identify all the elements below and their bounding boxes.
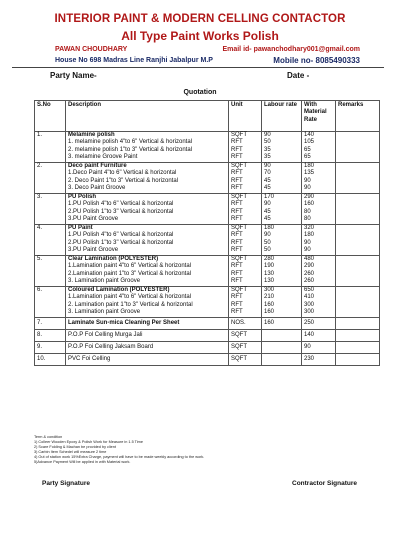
item-line: 2.PU Polish 1"to 3" Vertical & horizontal: [68, 239, 174, 246]
col-header: Description: [66, 101, 229, 132]
sno-cell: 5.: [35, 256, 66, 287]
remarks-cell: [336, 256, 380, 287]
labour-value: 90: [264, 232, 271, 239]
labour-value: 190: [264, 263, 275, 270]
unit-cell: [229, 132, 262, 163]
mobile-text: Mobile no- 8085490333: [273, 56, 360, 65]
remarks-cell: [336, 354, 380, 366]
labour-value: 130: [264, 270, 275, 277]
col-header: Labour rate: [262, 101, 302, 132]
labour-value: 50: [264, 139, 271, 146]
date-label: Date -: [287, 71, 310, 80]
labour-value: 45: [264, 177, 271, 184]
col-header: Remarks: [336, 101, 380, 132]
item-line: 2. Deco Paint 1"to 3" Vertical & horizontal: [68, 177, 178, 184]
sno-cell: 4.: [35, 225, 66, 256]
material-value: 260: [304, 270, 315, 277]
material-value: 90: [304, 247, 311, 254]
material-value: 180: [304, 163, 315, 169]
description-cell: [66, 163, 229, 194]
col-header: Unit: [229, 101, 262, 132]
unit-value: RFT: [231, 309, 243, 316]
contractor-signature: Contractor Signature: [292, 480, 358, 487]
labour-value: 70: [264, 170, 271, 177]
unit-value: RFT: [231, 263, 243, 270]
unit-value: RFT: [231, 139, 243, 146]
remarks-cell: [336, 163, 380, 194]
terms-line: 1) Colleer Wooden Epoxy & Polish Work for Measure in 1.5 Time: [34, 440, 143, 444]
table-row: [35, 225, 380, 256]
labour-cell: [262, 330, 302, 342]
labour-value: 50: [264, 239, 271, 246]
email-text: Email id- pawanchodhary001@gmail.com: [222, 46, 360, 53]
labour-value: 90: [264, 163, 271, 169]
material-cell: 230: [302, 354, 336, 366]
labour-cell: [262, 287, 302, 318]
material-value: 650: [304, 287, 315, 293]
unit-cell: [229, 287, 262, 318]
quotation-table: [34, 100, 380, 366]
party-signature: Party Signature: [42, 480, 91, 487]
sno-cell: 8.: [35, 330, 66, 342]
item-line: 3. Lamination paint Groove: [68, 309, 141, 316]
table-row: [35, 342, 380, 354]
material-cell: 90: [302, 342, 336, 354]
material-value: 410: [304, 294, 315, 301]
unit-cell: SQFT: [229, 354, 262, 366]
table-header-row: [35, 101, 380, 132]
description-cell: [66, 132, 229, 163]
sno-cell: 9.: [35, 342, 66, 354]
labour-cell: [262, 194, 302, 225]
item-line: 3. melamine Groove Paint: [68, 154, 138, 161]
table-row: [35, 354, 380, 366]
material-value: 80: [304, 216, 311, 223]
doc-title: Quotation: [183, 89, 217, 96]
material-value: 300: [304, 301, 315, 308]
labour-value: 160: [264, 309, 275, 316]
unit-value: RFT: [231, 154, 243, 161]
labour-value: 90: [264, 201, 271, 208]
labour-value: 210: [264, 294, 275, 301]
material-value: 300: [304, 309, 315, 316]
material-value: 260: [304, 278, 315, 285]
terms-line: Term & condition: [34, 435, 63, 439]
address-text: House No 698 Madras Line Ranjhi Jabalpur M.P: [55, 57, 213, 64]
unit-value: SQFT: [231, 194, 247, 200]
unit-value: SQFT: [231, 256, 247, 262]
material-value: 90: [304, 177, 311, 184]
material-value: 90: [304, 239, 311, 246]
remarks-cell: [336, 330, 380, 342]
item-line: 3.PU Paint Groove: [68, 247, 119, 254]
item-title: Melamine polish: [68, 132, 115, 138]
sno-cell: 2.: [35, 163, 66, 194]
col-header: With Material Rate: [302, 101, 336, 132]
material-value: 135: [304, 170, 315, 177]
table-row: [35, 194, 380, 225]
labour-value: 35: [264, 146, 271, 153]
remarks-cell: [336, 194, 380, 225]
company-title: INTERIOR PAINT & MODERN CELLING CONTACTOR: [54, 13, 346, 25]
item-line: 2.PU Polish 1"to 3" Vertical & horizontal: [68, 208, 174, 215]
item-title: Coloured Lamination (POLYESTER): [68, 287, 170, 293]
terms-line: 2) Scare Folding & Machan be provided by client: [34, 445, 116, 449]
material-value: 65: [304, 146, 311, 153]
unit-cell: [229, 163, 262, 194]
description-cell: [66, 225, 229, 256]
item-line: 2. melamine polish 1"to 3" Vertical & horizontal: [68, 146, 192, 153]
material-value: 105: [304, 139, 315, 146]
item-title: Clear Lamination (POLYESTER): [68, 256, 159, 262]
unit-value: SQFT: [231, 132, 247, 138]
labour-value: 300: [264, 287, 275, 293]
description-cell: PVC Foi Celling: [66, 354, 229, 366]
owner-name: PAWAN CHOUDHARY: [55, 46, 128, 53]
material-cell: 250: [302, 318, 336, 330]
unit-value: RFT: [231, 177, 243, 184]
labour-value: 90: [264, 132, 271, 138]
unit-value: RFT: [231, 170, 243, 177]
item-line: 2.Lamination paint 1"to 3" Vertical & horizontal: [68, 270, 191, 277]
unit-cell: SQFT: [229, 330, 262, 342]
table-row: [35, 318, 380, 330]
description-cell: [66, 194, 229, 225]
material-cell: [302, 225, 336, 256]
sno-cell: 3.: [35, 194, 66, 225]
material-cell: [302, 287, 336, 318]
sno-cell: 1.: [35, 132, 66, 163]
material-value: 480: [304, 256, 315, 262]
unit-cell: [229, 194, 262, 225]
item-title: Deco paint Furniture: [68, 163, 127, 169]
unit-cell: [229, 256, 262, 287]
labour-cell: [262, 354, 302, 366]
table-row: [35, 330, 380, 342]
unit-value: RFT: [231, 146, 243, 153]
remarks-cell: [336, 225, 380, 256]
labour-cell: [262, 163, 302, 194]
sno-cell: 7.: [35, 318, 66, 330]
terms-line: 5)Advance Payment Will be applied in with Material work.: [34, 460, 131, 464]
unit-value: RFT: [231, 216, 243, 223]
labour-value: 45: [264, 185, 271, 192]
description-cell: P.O.P Foi Celling Jaksam Board: [66, 342, 229, 354]
labour-cell: [262, 342, 302, 354]
description-cell: Laminate Sun-mica Cleaning Per Sheet: [66, 318, 229, 330]
contact-row: [55, 46, 360, 53]
party-name-label: Party Name-: [50, 71, 97, 80]
material-value: 320: [304, 225, 315, 231]
remarks-cell: [336, 318, 380, 330]
item-line: 3. Deco Paint Groove: [68, 185, 126, 192]
unit-value: RFT: [231, 278, 243, 285]
header-divider: [12, 67, 384, 68]
material-cell: 140: [302, 330, 336, 342]
terms-line: 4) Out of station work 15%Extra Charge, payment will have to be made weekly according to the work.: [34, 455, 205, 459]
remarks-cell: [336, 342, 380, 354]
material-value: 160: [304, 201, 315, 208]
remarks-cell: [336, 132, 380, 163]
item-line: 3. Lamination paint Groove: [68, 278, 141, 285]
item-line: 3.PU Paint Groove: [68, 216, 119, 223]
sno-cell: 10.: [35, 354, 66, 366]
unit-value: RFT: [231, 294, 243, 301]
labour-value: 50: [264, 247, 271, 254]
material-value: 290: [304, 263, 315, 270]
item-line: 1.PU Polish 4"to 6" Vertical & horizontal: [68, 232, 174, 239]
unit-value: RFT: [231, 239, 243, 246]
item-title: PU Paint: [68, 225, 93, 231]
item-line: 1.PU Polish 4"to 6" Vertical & horizontal: [68, 201, 174, 208]
material-value: 65: [304, 154, 311, 161]
terms-line: 3) Carbin Item Schedel will measure 2 time: [34, 450, 107, 454]
terms-conditions: [34, 435, 204, 465]
item-title: PU Polish: [68, 194, 97, 200]
item-line: 1.Lamination paint 4"to 6" Vertical & horizontal: [68, 294, 191, 301]
labour-cell: [262, 132, 302, 163]
labour-value: 170: [264, 194, 275, 200]
unit-value: RFT: [231, 201, 243, 208]
item-line: 1. melamine polish 4"to 6" Vertical & horizontal: [68, 139, 192, 146]
material-value: 140: [304, 132, 315, 138]
unit-value: RFT: [231, 301, 243, 308]
unit-cell: [229, 225, 262, 256]
labour-value: 35: [264, 154, 271, 161]
description-cell: P.O.P Fol Celling Murga Jali: [66, 330, 229, 342]
table-row: [35, 287, 380, 318]
labour-cell: [262, 256, 302, 287]
table-row: [35, 163, 380, 194]
unit-cell: NOS.: [229, 318, 262, 330]
sno-cell: 6.: [35, 287, 66, 318]
description-cell: [66, 256, 229, 287]
remarks-cell: [336, 287, 380, 318]
unit-cell: SQFT: [229, 342, 262, 354]
unit-value: RFT: [231, 185, 243, 192]
unit-value: SQFT: [231, 163, 247, 169]
labour-value: 180: [264, 225, 275, 231]
material-cell: [302, 132, 336, 163]
material-value: 290: [304, 194, 315, 200]
labour-value: 45: [264, 216, 271, 223]
labour-value: 45: [264, 208, 271, 215]
description-cell: [66, 287, 229, 318]
unit-value: RFT: [231, 208, 243, 215]
labour-value: 160: [264, 301, 275, 308]
table-row: [35, 132, 380, 163]
unit-value: RFT: [231, 247, 243, 254]
item-line: 1.Lamination paint 4"to 6" Vertical & horizontal: [68, 263, 191, 270]
labour-cell: 160: [262, 318, 302, 330]
item-line: 2. Lamination paint 1"to 3" Vertical & horizontal: [68, 301, 193, 308]
labour-value: 280: [264, 256, 275, 262]
unit-value: SQFT: [231, 225, 247, 231]
labour-value: 130: [264, 278, 275, 285]
unit-value: RFT: [231, 270, 243, 277]
table-row: [35, 256, 380, 287]
company-subtitle: All Type Paint Works Polish: [121, 29, 279, 43]
address-row: [55, 57, 360, 64]
material-value: 80: [304, 208, 311, 215]
unit-value: SQFT: [231, 287, 247, 293]
material-value: 90: [304, 185, 311, 192]
material-cell: [302, 256, 336, 287]
col-header: S.No: [35, 101, 66, 132]
material-value: 180: [304, 232, 315, 239]
unit-value: RFT: [231, 232, 243, 239]
material-cell: [302, 163, 336, 194]
item-line: 1.Deco Paint 4"to 6" Vertical & horizontal: [68, 170, 177, 177]
labour-cell: [262, 225, 302, 256]
material-cell: [302, 194, 336, 225]
